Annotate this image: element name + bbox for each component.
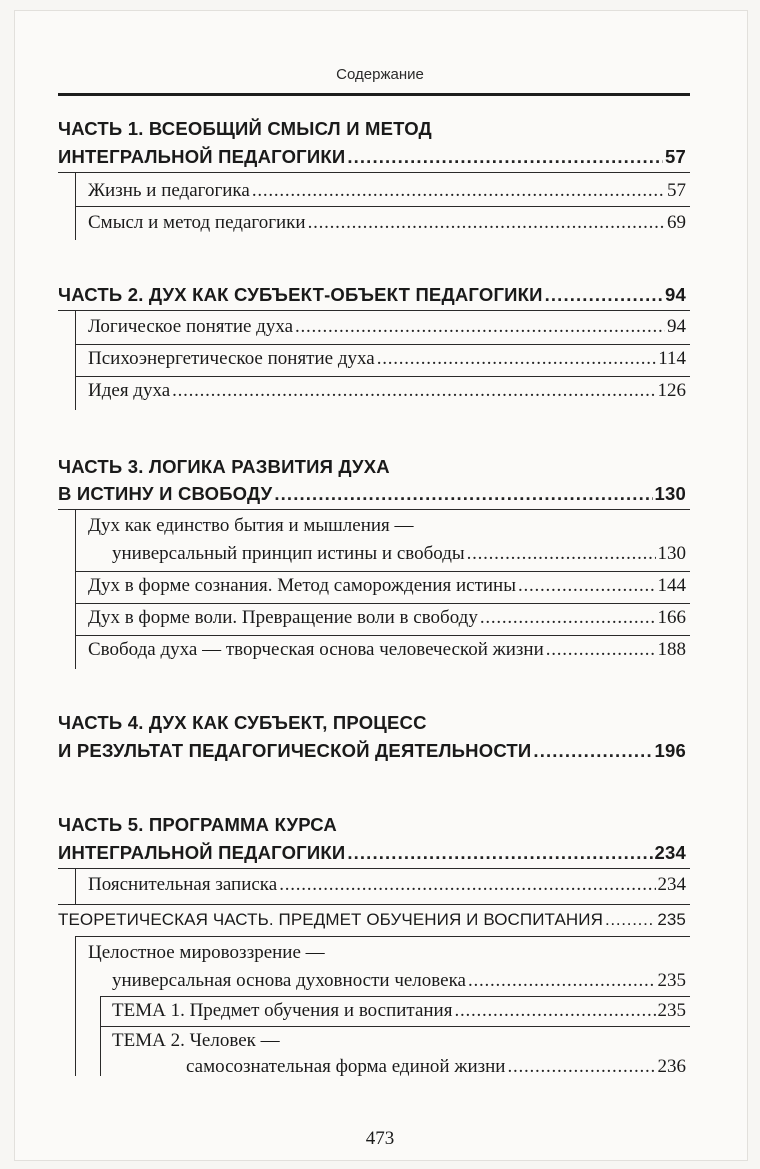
header-rule <box>58 93 690 96</box>
toc-entry[interactable] <box>88 316 686 338</box>
toc-entry-part5[interactable] <box>58 842 686 864</box>
divider <box>58 310 690 311</box>
toc-entry[interactable] <box>186 1056 686 1078</box>
page-number: 130 <box>654 483 686 504</box>
entry-title: Дух в форме воли. Превращение воли в свободу <box>88 607 478 628</box>
part3-title-line2: В ИСТИНУ И СВОБОДУ <box>58 483 273 504</box>
leader-dots <box>480 607 656 629</box>
divider <box>75 635 690 636</box>
divider <box>100 996 690 997</box>
divider <box>75 376 690 377</box>
page-number: 235 <box>657 970 686 991</box>
page-number: 144 <box>657 575 686 596</box>
divider <box>75 344 690 345</box>
leader-dots <box>279 874 655 896</box>
leader-dots <box>605 910 655 930</box>
divider <box>75 206 690 207</box>
toc-entry[interactable] <box>88 212 686 234</box>
page-number: 188 <box>657 639 686 660</box>
entry-title-line1: Дух как единство бытия и мышления — <box>88 515 414 536</box>
indent-bar <box>75 509 76 669</box>
leader-dots <box>467 543 656 565</box>
part5-title-line1: ЧАСТЬ 5. ПРОГРАММА КУРСА <box>58 814 337 835</box>
entry-title: самосознательная форма единой жизни <box>186 1056 506 1077</box>
divider <box>75 936 690 937</box>
toc-entry[interactable] <box>112 970 686 992</box>
toc-entry[interactable] <box>88 380 686 402</box>
page-number: 57 <box>665 146 686 167</box>
leader-dots <box>347 842 652 864</box>
part2-title: ЧАСТЬ 2. ДУХ КАК СУБЪЕКТ-ОБЪЕКТ ПЕДАГОГИКИ <box>58 284 543 305</box>
divider <box>58 868 690 869</box>
toc-entry[interactable] <box>88 180 686 202</box>
leader-dots <box>172 380 655 402</box>
toc-entry-part2[interactable] <box>58 284 686 306</box>
leader-dots <box>377 348 657 370</box>
toc-entry[interactable] <box>88 874 686 896</box>
part4-title-line2: И РЕЗУЛЬТАТ ПЕДАГОГИЧЕСКОЙ ДЕЯТЕЛЬНОСТИ <box>58 740 532 761</box>
entry-title: ТЕМА 1. Предмет обучения и воспитания <box>112 1000 453 1021</box>
part4-title-line1: ЧАСТЬ 4. ДУХ КАК СУБЪЕКТ, ПРОЦЕСС <box>58 712 427 733</box>
running-head: Содержание <box>336 66 424 83</box>
entry-title: Пояснительная записка <box>88 874 278 895</box>
entry-title: ТЕОРЕТИЧЕСКАЯ ЧАСТЬ. ПРЕДМЕТ ОБУЧЕНИЯ И ВОСПИТАНИЯ <box>58 910 603 929</box>
page-folio: 473 <box>365 1128 395 1149</box>
part5-title-line2: ИНТЕГРАЛЬНОЙ ПЕДАГОГИКИ <box>58 842 346 863</box>
leader-dots <box>468 970 656 992</box>
leader-dots <box>347 146 663 168</box>
toc-entry[interactable] <box>88 575 686 597</box>
page-number: 234 <box>657 874 686 895</box>
entry-title: Логическое понятие духа <box>88 316 294 337</box>
divider <box>75 603 690 604</box>
leader-dots <box>308 212 665 234</box>
part3-title-line1: ЧАСТЬ 3. ЛОГИКА РАЗВИТИЯ ДУХА <box>58 456 390 477</box>
page-number: 57 <box>667 180 686 201</box>
entry-title: Жизнь и педагогика <box>88 180 250 201</box>
toc-entry[interactable] <box>112 543 686 565</box>
leader-dots <box>546 639 656 661</box>
indent-bar <box>100 996 101 1076</box>
entry-title: Дух в форме сознания. Метод саморождения истины <box>88 575 516 596</box>
leader-dots <box>252 180 665 202</box>
divider <box>58 904 690 905</box>
page-number: 235 <box>657 1000 686 1021</box>
toc-entry[interactable] <box>88 348 686 370</box>
leader-dots <box>295 316 665 338</box>
page-number: 94 <box>665 284 686 305</box>
leader-dots <box>454 1000 655 1022</box>
toc-entry-part4[interactable] <box>58 740 686 762</box>
entry-title-line1: ТЕМА 2. Человек — <box>112 1030 280 1051</box>
page-number: 235 <box>657 910 686 929</box>
page-number: 69 <box>667 212 686 233</box>
leader-dots <box>518 575 656 597</box>
indent-bar <box>75 936 76 1076</box>
page-number: 114 <box>658 348 686 369</box>
indent-bar <box>75 310 76 410</box>
page-number: 236 <box>657 1056 686 1077</box>
toc-entry[interactable] <box>88 639 686 661</box>
toc-entry-theory[interactable] <box>58 910 686 930</box>
divider <box>58 172 690 173</box>
page-number: 126 <box>657 380 686 401</box>
entry-title: Психоэнергетическое понятие духа <box>88 348 375 369</box>
leader-dots <box>533 740 652 762</box>
entry-title: Смысл и метод педагогики <box>88 212 306 233</box>
toc-entry-part3[interactable] <box>58 483 686 505</box>
toc-entry[interactable] <box>88 607 686 629</box>
entry-title-line1: Целостное мировоззрение — <box>88 942 325 963</box>
leader-dots <box>274 483 652 505</box>
divider <box>58 509 690 510</box>
divider <box>75 571 690 572</box>
page-number: 234 <box>654 842 686 863</box>
page-number: 94 <box>667 316 686 337</box>
indent-bar <box>75 868 76 904</box>
entry-title: универсальный принцип истины и свободы <box>112 543 465 564</box>
toc-entry[interactable] <box>112 1000 686 1022</box>
entry-title: Идея духа <box>88 380 171 401</box>
leader-dots <box>507 1056 655 1078</box>
part1-title-line1: ЧАСТЬ 1. ВСЕОБЩИЙ СМЫСЛ И МЕТОД <box>58 118 432 139</box>
entry-title: универсальная основа духовности человека <box>112 970 466 991</box>
page-number: 130 <box>657 543 686 564</box>
divider <box>100 1026 690 1027</box>
toc-entry-part1[interactable] <box>58 146 686 168</box>
part1-title-line2: ИНТЕГРАЛЬНОЙ ПЕДАГОГИКИ <box>58 146 346 167</box>
leader-dots <box>545 284 663 306</box>
page-number: 166 <box>657 607 686 628</box>
page-number: 196 <box>654 740 686 761</box>
entry-title: Свобода духа — творческая основа человеческой жизни <box>88 639 544 660</box>
